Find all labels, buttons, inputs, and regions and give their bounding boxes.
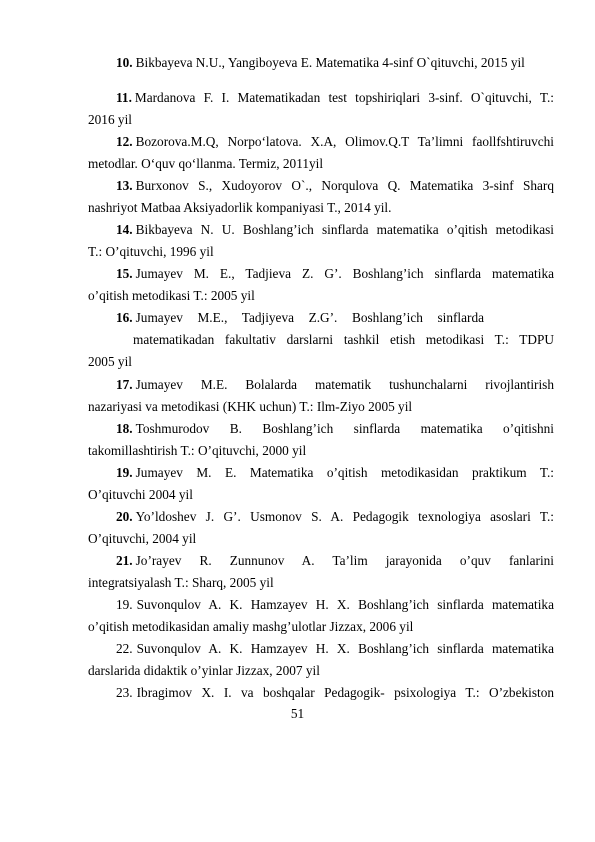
- reference-text-continued: nashriyot Matbaa Aksiyadorlik kompaniyasi T., 2014 yil.: [88, 200, 392, 215]
- reference-text: Bozorova.M.Q, Norpo‘latova. X.A, Olimov.Q.T Ta’limni faollfshtiruvchi: [135, 134, 554, 149]
- reference-text: Jumayev M.E. Bolalarda matematik tushunchalarni rivojlantirish: [135, 377, 554, 392]
- reference-19b: [88, 594, 554, 638]
- reference-number: 23.: [116, 685, 133, 700]
- reference-text-continued: o’qitish metodikasi T.: 2005 yil: [88, 288, 255, 303]
- reference-number: 20.: [116, 509, 133, 524]
- reference-text: Yo’ldoshev J. G’. Usmonov S. A. Pedagogik texnologiya asoslari T.:: [135, 509, 554, 524]
- page-number: 51: [290, 706, 305, 721]
- reference-text: Toshmurodov B. Boshlang’ich sinflarda matematika o’qitishni: [135, 421, 554, 436]
- reference-text: Mardanova F. I. Matematikadan test topshiriqlari 3-sinf. O`qituvchi, T.:: [134, 90, 554, 105]
- reference-number: 15.: [116, 266, 133, 281]
- reference-text: Ibragimov X. I. va boshqalar Pedagogik- psixologiya T.: O’zbekiston: [136, 685, 554, 700]
- reference-number: 19.: [116, 465, 133, 480]
- reference-text-continued: o’qitish metodikasidan amaliy mashg’ulotlar Jizzax, 2006 yil: [88, 619, 414, 634]
- reference-text: Burxonov S., Xudoyorov O`., Norqulova Q. Matematika 3-sinf Sharq: [135, 178, 554, 193]
- reference-text-continued: integratsiyalash T.: Sharq, 2005 yil: [88, 575, 274, 590]
- reference-number: 17.: [116, 377, 133, 392]
- reference-text-continued: nazariyasi va metodikasi (KHK uchun) T.: Ilm-Ziyo 2005 yil: [88, 399, 413, 414]
- reference-number: 22.: [116, 641, 133, 656]
- reference-number: 19.: [116, 597, 133, 612]
- reference-number: 13.: [116, 178, 133, 193]
- reference-text-continued: O’qituvchi 2004 yil: [88, 487, 193, 502]
- reference-text: Jumayev M. E. Matematika o’qitish metodikasidan praktikum T.:: [135, 465, 554, 480]
- reference-18: [88, 418, 554, 462]
- reference-17: [88, 374, 554, 418]
- reference-number: 16.: [116, 310, 133, 325]
- reference-text-middle: matematikadan fakultativ darslarni tashkil etish metodikasi T.: TDPU: [133, 332, 554, 347]
- reference-number: 21.: [116, 553, 133, 568]
- reference-text-continued: darslarida didaktik o’yinlar Jizzax, 2007 yil: [88, 663, 320, 678]
- reference-text: Bikbayeva N.U., Yangiboyeva E. Matematika 4-sinf O`qituvchi, 2015 yil: [135, 55, 525, 70]
- reference-16: [88, 307, 554, 373]
- reference-21: [88, 550, 554, 594]
- reference-text-continued: O’qituvchi, 2004 yil: [88, 531, 197, 546]
- reference-23: [88, 682, 554, 704]
- reference-13: [88, 175, 554, 219]
- reference-number: 14.: [116, 222, 133, 237]
- reference-14: [88, 219, 554, 263]
- reference-number: 10.: [116, 55, 133, 70]
- reference-15: [88, 263, 554, 307]
- reference-22: [88, 638, 554, 682]
- reference-10: [88, 52, 554, 74]
- reference-text: Suvonqulov A. K. Hamzayev H. X. Boshlang’ich sinflarda matematika: [136, 641, 554, 656]
- reference-text-continued: 2016 yil: [88, 112, 132, 127]
- reference-text-continued: 2005 yil: [88, 354, 132, 369]
- reference-11: [88, 87, 554, 131]
- reference-text-continued: T.: O’qituvchi, 1996 yil: [88, 244, 214, 259]
- reference-text: Bikbayeva N. U. Boshlang’ich sinflarda matematika o’qitish metodikasi: [135, 222, 554, 237]
- reference-20: [88, 506, 554, 550]
- reference-text-continued: metodlar. O‘quv qo‘llanma. Termiz, 2011yil: [88, 156, 324, 171]
- reference-number: 18.: [116, 421, 133, 436]
- reference-text-continued: takomillashtirish T.: O’qituvchi, 2000 yil: [88, 443, 307, 458]
- reference-number: 11.: [116, 90, 132, 105]
- reference-text: Jo’rayev R. Zunnunov A. Ta’lim jarayonida o’quv fanlarini: [135, 553, 554, 568]
- reference-12: [88, 131, 554, 175]
- reference-text: Jumayev M. E., Tadjieva Z. G’. Boshlang’ich sinflarda matematika: [135, 266, 554, 281]
- reference-number: 12.: [116, 134, 133, 149]
- reference-text: Jumayev M.E., Tadjiyeva Z.G’. Boshlang’ich sinflarda: [135, 310, 484, 325]
- reference-text: Suvonqulov A. K. Hamzayev H. X. Boshlang’ich sinflarda matematika: [136, 597, 554, 612]
- reference-19: [88, 462, 554, 506]
